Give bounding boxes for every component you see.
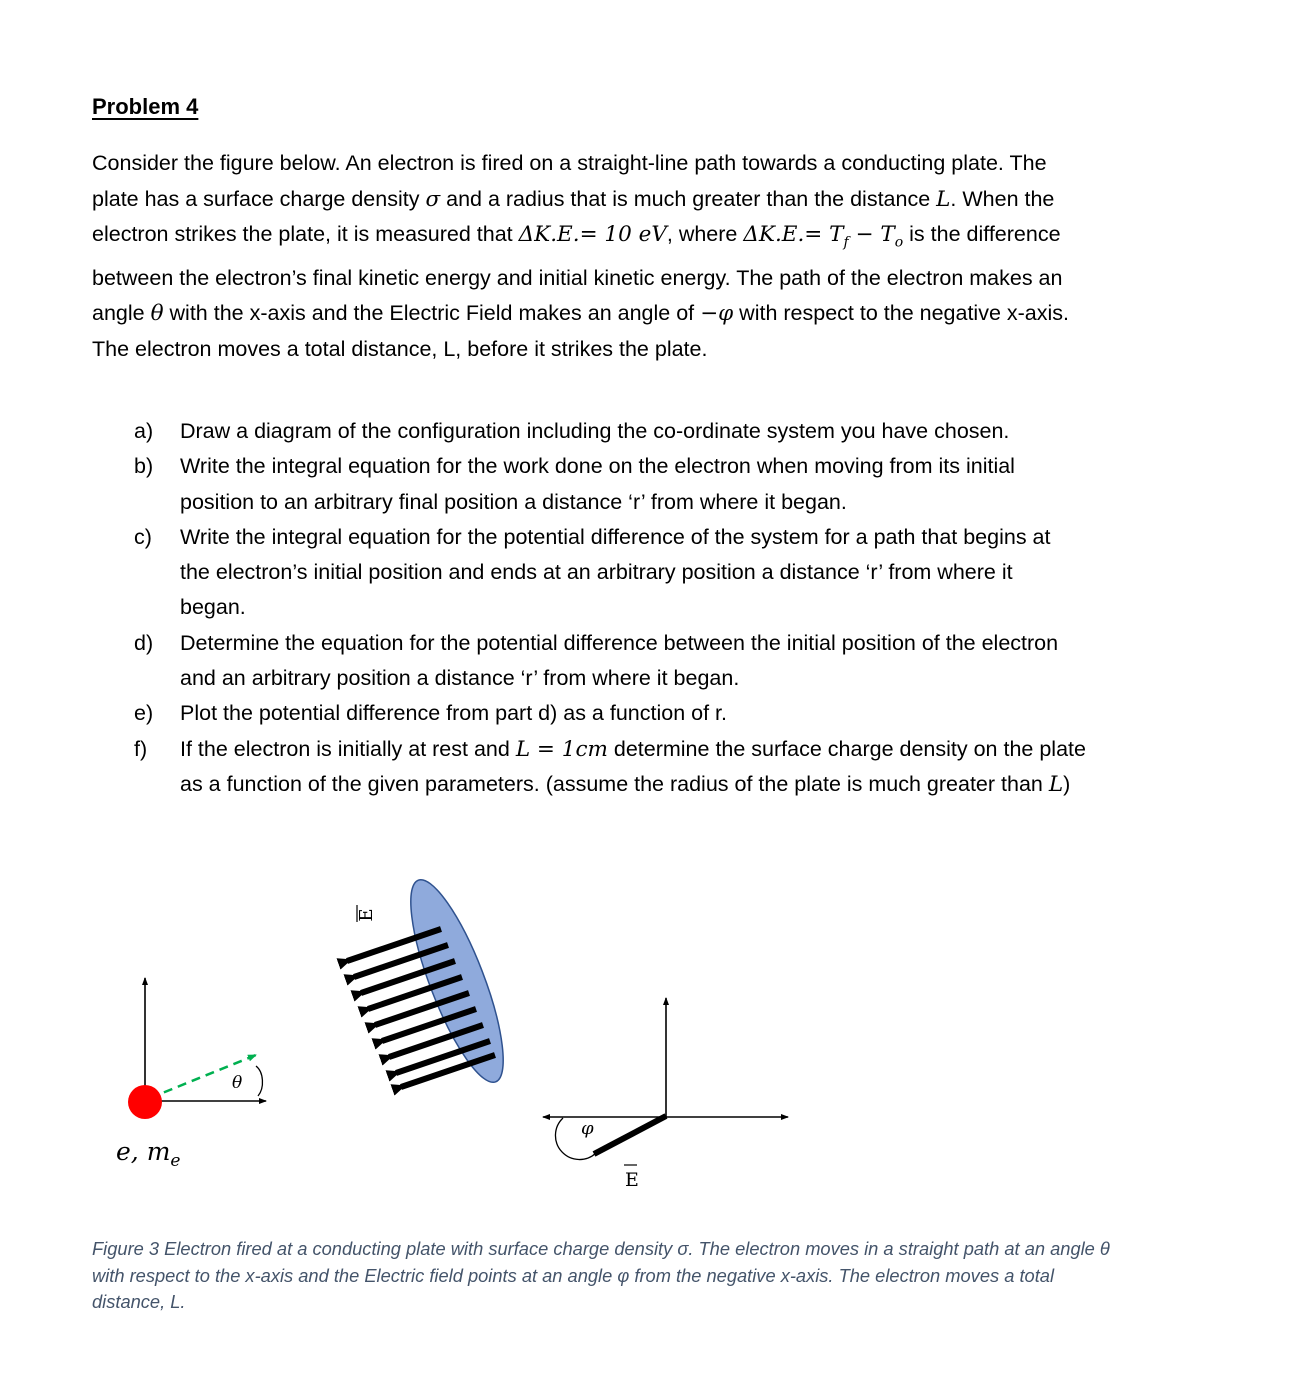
intro-line-2: plate has a surface charge density σ and a radius that is much greater than the distance L. When the [92, 186, 1055, 212]
question-label: c) [134, 524, 152, 549]
electron-label: e, $m_e$ [116, 1137, 181, 1171]
field-label-bottom: E [625, 1169, 639, 1191]
question-c: c) Write the integral equation for the potential difference of the system for a path that begins at the electron’s initial position and ends at an arbitrary position a distance ‘r’ from where it began. [92, 520, 1242, 626]
intro-line-5: angle θ with the x-axis and the Electric Field makes an angle of −φ with respect to the negative x-axis. [92, 301, 1070, 327]
question-label: b) [134, 454, 154, 479]
question-label: d) [134, 630, 154, 655]
figure-caption: Figure 3 Electron fired at a conducting plate with surface charge density σ. The electron moves in a straight path at an angle θ with respect to the x-axis and the Electric field points at an angle φ from the negative x-axis. The electron moves a total distance, L. [92, 1238, 1110, 1312]
question-list [92, 414, 1242, 802]
electron-dot [128, 1085, 162, 1119]
phi-label: φ [581, 1118, 594, 1139]
intro-line-6: The electron moves a total distance, L, before it strikes the plate. [92, 336, 708, 361]
figure [0, 860, 1290, 1220]
problem-statement [92, 146, 1232, 367]
question-a: a) Draw a diagram of the configuration including the co-ordinate system you have chosen. [92, 414, 1242, 449]
question-f: f) If the electron is initially at rest and L = 1cm determine the surface charge density on the plate as a function of the given parameters. (assume the radius of the plate is much greater than L) [92, 732, 1242, 803]
theta-arc [256, 1066, 262, 1096]
sigma-symbol: σ [425, 186, 441, 212]
intro-line-4: between the electron’s final kinetic energy and initial kinetic energy. The path of the electron makes an [92, 265, 1063, 290]
field-label-top [356, 908, 377, 921]
question-e: e) Plot the potential difference from part d) as a function of r. [92, 696, 1242, 731]
question-b: b) Write the integral equation for the work done on the electron when moving from its initial position to an arbitrary final position a distance ‘r’ from where it began. [92, 449, 1242, 520]
question-label: f) [134, 736, 148, 761]
question-label: a) [134, 419, 154, 443]
intro-line-3: electron strikes the plate, it is measured that ΔK.E.= 10 eV, where $\Delta K.E.= T_f - T_o$ is the difference [92, 222, 1061, 251]
field-vector [594, 1116, 666, 1154]
problem-title: Problem 4 [92, 94, 199, 119]
question-label: e) [134, 701, 154, 726]
delta-ke-value: ΔK.E.= 10 eV [518, 222, 667, 247]
svg-text:E: E [356, 908, 377, 922]
question-d: d) Determine the equation for the potential difference between the initial position of the electron and an arbitrary position a distance ‘r’ from where it began. [92, 626, 1242, 697]
theta-label: θ [232, 1073, 243, 1093]
intro-line-1: Consider the figure below. An electron is fired on a straight-line path towards a conducting plate. The [92, 151, 1047, 175]
